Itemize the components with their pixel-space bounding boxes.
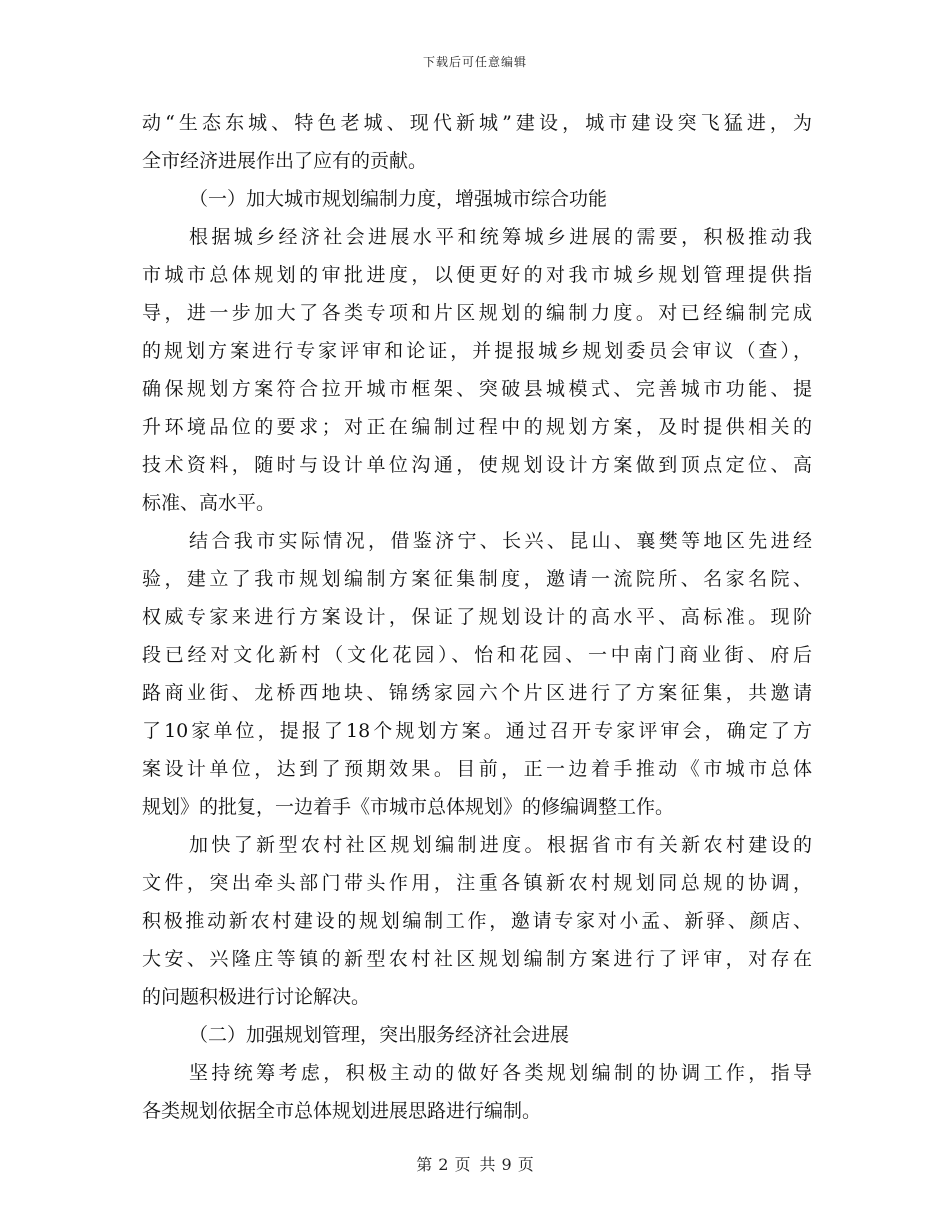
footer-total-pages: 9 xyxy=(501,1155,512,1174)
text-line: 权威专家来进行方案设计，保证了规划设计的高水平、高标准。现阶 xyxy=(142,606,812,628)
text-line: 各类规划依据全市总体规划进展思路进行编制。 xyxy=(142,1100,542,1122)
paragraph xyxy=(142,1054,812,1130)
text-line: 案设计单位，达到了预期效果。目前，正一边着手推动《市城市总体 xyxy=(142,758,812,780)
text-line: 标准、高水平。 xyxy=(142,492,276,514)
text-line: 导，进一步加大了各类专项和片区规划的编制力度。对已经编制完成 xyxy=(142,302,812,324)
text-line: 的规划方案进行专家评审和论证，并提报城乡规划委员会审议（查）， xyxy=(142,340,812,362)
text-line: 文件，突出牵头部门带头作用，注重各镇新农村规划同总规的协调， xyxy=(142,872,812,894)
text-line: 市城市总体规划的审批进度，以便更好的对我市城乡规划管理提供指 xyxy=(142,264,812,286)
text-line: 积极推动新农村建设的规划编制工作，邀请专家对小孟、新驿、颜店、 xyxy=(142,910,812,932)
text-line: 的问题积极进行讨论解决。 xyxy=(142,986,371,1008)
footer-suffix: 页 xyxy=(517,1155,534,1174)
text-line: 全市经济进展作出了应有的贡献。 xyxy=(142,150,428,172)
text-line: 规划》的批复，一边着手《市城市总体规划》的修编调整工作。 xyxy=(142,796,675,818)
text-line: 升环境品位的要求；对正在编制过程中的规划方案，及时提供相关的 xyxy=(142,416,812,438)
text-line: 路商业街、龙桥西地块、锦绣家园六个片区进行了方案征集，共邀请 xyxy=(142,682,812,704)
section-heading xyxy=(142,180,812,218)
text-line: 段已经对文化新村（文化花园）、怡和花园、一中南门商业街、府后 xyxy=(142,644,812,666)
text-line: 结合我市实际情况，借鉴济宁、长兴、昆山、襄樊等地区先进经 xyxy=(189,530,812,552)
text-line: 验，建立了我市规划编制方案征集制度，邀请一流院所、名家名院、 xyxy=(142,568,812,590)
section-heading xyxy=(142,1016,812,1054)
footer-current-page: 2 xyxy=(438,1155,449,1174)
text-line: 确保规划方案符合拉开城市框架、突破县城模式、完善城市功能、提 xyxy=(142,378,812,400)
footer-prefix: 第 xyxy=(416,1155,433,1174)
heading-line: （二）加强规划管理，突出服务经济社会进展 xyxy=(189,1024,570,1046)
paragraph xyxy=(142,522,812,826)
footer-middle: 页 共 xyxy=(454,1155,496,1174)
paragraph xyxy=(142,826,812,1016)
paragraph xyxy=(142,104,812,180)
text-line: 了10家单位，提报了18个规划方案。通过召开专家评审会，确定了方 xyxy=(142,720,812,742)
text-line: 动“生态东城、特色老城、现代新城”建设，城市建设突飞猛进，为 xyxy=(142,112,812,134)
header-note: 下载后可任意编辑 xyxy=(422,55,527,69)
text-line: 技术资料，随时与设计单位沟通，使规划设计方案做到顶点定位、高 xyxy=(142,454,812,476)
text-line: 加快了新型农村社区规划编制进度。根据省市有关新农村建设的 xyxy=(189,834,812,856)
text-line: 根据城乡经济社会进展水平和统筹城乡进展的需要，积极推动我 xyxy=(189,226,812,248)
text-line: 坚持统筹考虑，积极主动的做好各类规划编制的协调工作，指导 xyxy=(189,1062,812,1084)
heading-line: （一）加大城市规划编制力度，增强城市综合功能 xyxy=(189,188,608,210)
document-body xyxy=(142,104,812,1130)
text-line: 大安、兴隆庄等镇的新型农村社区规划编制方案进行了评审，对存在 xyxy=(142,948,812,970)
paragraph xyxy=(142,218,812,522)
page-footer xyxy=(0,1152,950,1175)
